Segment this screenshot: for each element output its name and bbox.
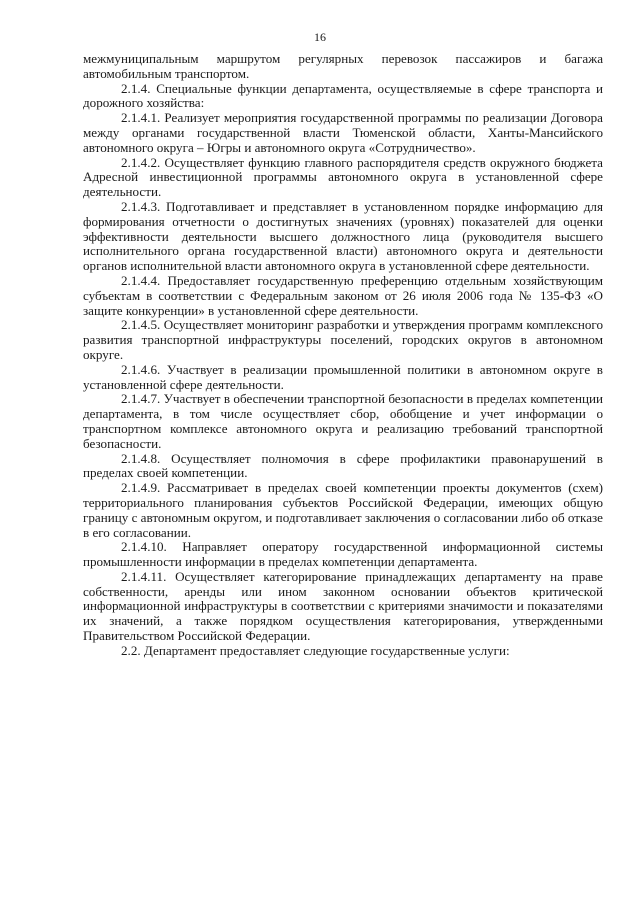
paragraph-2-1-4-11: 2.1.4.11. Осуществляет категорирование принадлежащих департаменту на праве собственности, аренды или ином законном основании объектов критической информационной инфраструктуры в соответствии с критериями значимости и показателями их значений, а также порядком осуществления категорирования, утвержденными Правительством Российской Федерации.: [83, 568, 603, 644]
paragraph-2-2: 2.2. Департамент предоставляет следующие государственные услуги:: [121, 642, 510, 658]
paragraph-continuation: межмуниципальным маршрутом регулярных перевозок пассажиров и багажа автомобильным транспортом.: [83, 51, 603, 81]
paragraph-2-1-4-9: 2.1.4.9. Рассматривает в пределах своей компетенции проекты документов (схем) территориального планирования субъектов Российской Федерации, имеющих общую границу с автономным округом, и подготавливает заключения о согласовании либо об отказе в его согласовании.: [83, 480, 603, 540]
paragraph-2-1-4-3: 2.1.4.3. Подготавливает и представляет в установленном порядке информацию для формирования отчетности о достигнутых значениях (уровнях) показателей для оценки эффективности деятельности высшего должностного лица (руководителя высшего исполнительного органа государственной власти) автономного округа и деятельности органов исполнительной власти автономного округа в установленной сфере деятельности.: [83, 198, 603, 274]
page-number: 16: [314, 30, 326, 44]
paragraph-2-1-4-10: 2.1.4.10. Направляет оператору государственной информационной системы промышленности информации в пределах компетенции департамента.: [83, 539, 603, 570]
paragraph-2-1-4-7: 2.1.4.7. Участвует в обеспечении транспортной безопасности в пределах компетенции департамента, в том числе осуществляет сбор, обобщение и учет информации о транспортном комплексе автономного округа и реализацию требований транспортной безопасности.: [83, 391, 603, 451]
paragraph-2-1-4-8: 2.1.4.8. Осуществляет полномочия в сфере профилактики правонарушений в пределах своей компетенции.: [83, 450, 603, 481]
paragraph-2-1-4-2: 2.1.4.2. Осуществляет функцию главного распорядителя средств окружного бюджета Адресной инвестиционной программы автономного округа в установленной сфере деятельности.: [83, 154, 603, 200]
paragraph-2-1-4: 2.1.4. Специальные функции департамента, осуществляемые в сфере транспорта и дорожного хозяйства:: [83, 80, 603, 111]
paragraph-2-1-4-4: 2.1.4.4. Предоставляет государственную преференцию отдельным хозяйствующим субъектам в соответствии с Федеральным законом от 26 июля 2006 года № 135-ФЗ «О защите конкуренции» в установленной сфере деятельности.: [83, 272, 603, 318]
paragraph-2-1-4-6: 2.1.4.6. Участвует в реализации промышленной политики в автономном округе в установленной сфере деятельности.: [83, 361, 603, 392]
paragraph-2-1-4-5: 2.1.4.5. Осуществляет мониторинг разработки и утверждения программ комплексного развития транспортной инфраструктуры поселений, городских округов в автономном округе.: [83, 317, 603, 362]
paragraph-2-1-4-1: 2.1.4.1. Реализует мероприятия государственной программы по реализации Договора между органами государственной власти Тюменской области, Ханты-Мансийского автономного округа – Югры и автономного округа «Сотрудничество».: [83, 110, 603, 155]
document-body: [83, 52, 603, 659]
